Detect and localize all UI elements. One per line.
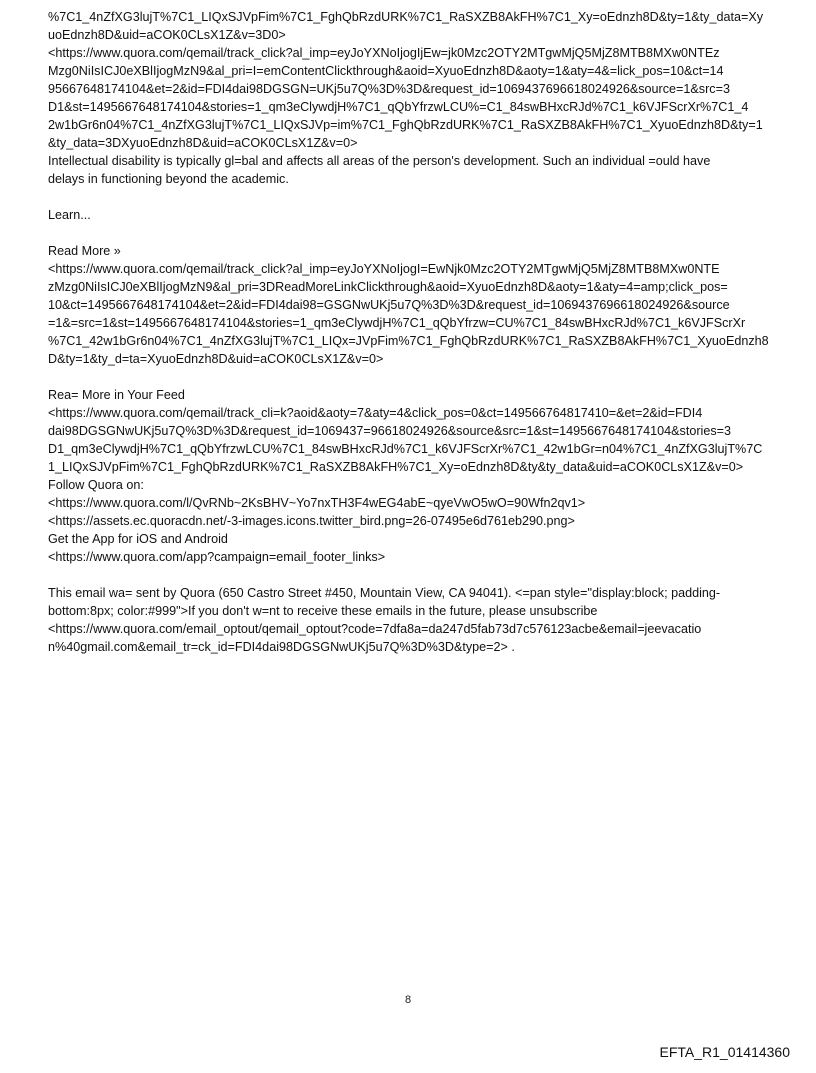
twitter-icon-link[interactable]: <https://assets.ec.quoracdn.net/-3-images.icons.twitter_bird.png=26-07495e6d761eb290.png> [48, 514, 575, 528]
app-heading: Get the App for iOS and Android [48, 532, 228, 546]
text-line: D1&st=1495667648174104&stories=1_qm3eClywdjH%7C1_qQbYfrzwLCU%=C1_84swBHxcRJd%7C1_k6VJFScrXr%7C1_4 [48, 100, 749, 114]
text-line: bottom:8px; color:#999">If you don't w=nt to receive these emails in the future, please unsubscribe [48, 604, 598, 618]
document-id: EFTA_R1_01414360 [659, 1044, 790, 1060]
blank-line [48, 188, 774, 206]
follow-link[interactable]: <https://www.quora.com/l/QvRNb~2KsBHV~Yo7nxTH3F4wEG4abE~qyeVwO5wO=90Wfn2qv1> [48, 496, 586, 510]
text-line: delays in functioning beyond the academic. [48, 172, 289, 186]
read-more-url-block [48, 260, 774, 368]
email-body [48, 8, 774, 656]
text-line: 1_LIQxSJVpFim%7C1_FghQbRzdURK%7C1_RaSXZB8AkFH%7C1_Xy=oEdnzh8D&ty&ty_data&uid=aCOK0CLsX1Z&v=0> [48, 460, 744, 474]
text-line: <https://www.quora.com/qemail/track_cli=k?aoid&aoty=7&aty=4&click_pos=0&ct=149566764817410=&et=2&id=FDI4 [48, 406, 703, 420]
text-line: 95667648174104&et=2&id=FDI4dai98DGSGN=UKj5u7Q%3D%3D&request_id=1069437696618024926&source=1&src=3 [48, 82, 730, 96]
text-line: 10&ct=1495667648174104&et=2&id=FDI4dai98=GSGNwUKj5u7Q%3D%3D&request_id=1069437696618024926&source [48, 298, 730, 312]
unsubscribe-link[interactable]: <https://www.quora.com/email_optout/qemail_optout?code=7dfa8a=da247d5fab73d7c576123acbe&email=jeevacatio [48, 622, 702, 636]
text-line: Intellectual disability is typically gl=bal and affects all areas of the person's development. Such an individual =ould have [48, 154, 711, 168]
text-line: dai98DGSGNwUKj5u7Q%3D%3D&request_id=1069437=96618024926&source&src=1&st=1495667648174104&stories=3 [48, 424, 731, 438]
text-line: 2w1bGr6n04%7C1_4nZfXG3lujT%7C1_LIQxSJVp=im%7C1_FghQbRzdURK%7C1_RaSXZB8AkFH%7C1_XyuoEdnzh8D&ty=1 [48, 118, 763, 132]
text-line: This email wa= sent by Quora (650 Castro Street #450, Mountain View, CA 94041). <=pan style="display:block; padding- [48, 586, 721, 600]
feed-and-follow-block [48, 386, 774, 566]
text-line: zMzg0NiIsICJ0eXBlIjogMzN9&al_pri=3DReadMoreLinkClickthrough&aoid=XyuoEdnzh8D&aoty=1&aty=4=amp;click_pos= [48, 280, 728, 294]
text-line: uoEdnzh8D&uid=aCOK0CLsX1Z&v=3D0> [48, 28, 286, 42]
text-line: %7C1_4nZfXG3lujT%7C1_LIQxSJVpFim%7C1_FghQbRzdURK%7C1_RaSXZB8AkFH%7C1_Xy=oEdnzh8D&ty=1&ty_data=Xy [48, 10, 764, 24]
unsubscribe-block [48, 584, 774, 656]
blank-line [48, 566, 774, 584]
text-line: Mzg0NiIsICJ0eXBlIjogMzN9&al_pri=I=emContentClickthrough&aoid=XyuoEdnzh8D&aoty=1&aty=4&=lick_pos=10&ct=14 [48, 64, 724, 78]
text-line: <https://www.quora.com/qemail/track_click?al_imp=eyJoYXNoIjogIjEw=jk0Mzc2OTY2MTgwMjQ5MjZ8MTB8MXw0NTEz [48, 46, 720, 60]
learn-text: Learn... [48, 208, 91, 222]
text-line: D1_qm3eClywdjH%7C1_qQbYfrzwLCU%7C1_84swBHxcRJd%7C1_k6VJFScrXr%7C1_42w1bGr=n04%7C1_4nZfXG3lujT%7C [48, 442, 763, 456]
text-line: D&ty=1&ty_d=ta=XyuoEdnzh8D&uid=aCOK0CLsX1Z&v=0> [48, 352, 384, 366]
text-line: &ty_data=3DXyuoEdnzh8D&uid=aCOK0CLsX1Z&v=0> [48, 136, 358, 150]
text-line: <https://www.quora.com/qemail/track_click?al_imp=eyJoYXNoIjogI=EwNjk0Mzc2OTY2MTgwMjQ5MjZ8MTB8MXw0NTE [48, 262, 720, 276]
blank-line [48, 368, 774, 386]
read-more-link[interactable]: Read More » [48, 244, 121, 258]
blank-line [48, 224, 774, 242]
text-line: %7C1_42w1bGr6n04%7C1_4nZfXG3lujT%7C1_LIQx=JVpFim%7C1_FghQbRzdURK%7C1_RaSXZB8AkFH%7C1_XyuoEdnzh8 [48, 334, 769, 348]
read-more-feed-link[interactable]: Rea= More in Your Feed [48, 388, 185, 402]
text-line: =1&=src=1&st=1495667648174104&stories=1_qm3eClywdjH%7C1_qQbYfrzw=CU%7C1_84swBHxcRJd%7C1_k6VJFScrXr [48, 316, 746, 330]
tracking-links-block [48, 8, 774, 188]
app-link[interactable]: <https://www.quora.com/app?campaign=email_footer_links> [48, 550, 386, 564]
text-line: n%40gmail.com&email_tr=ck_id=FDI4dai98DGSGNwUKj5u7Q%3D%3D&type=2> . [48, 640, 515, 654]
page-number: 8 [404, 994, 412, 1006]
follow-heading: Follow Quora on: [48, 478, 144, 492]
